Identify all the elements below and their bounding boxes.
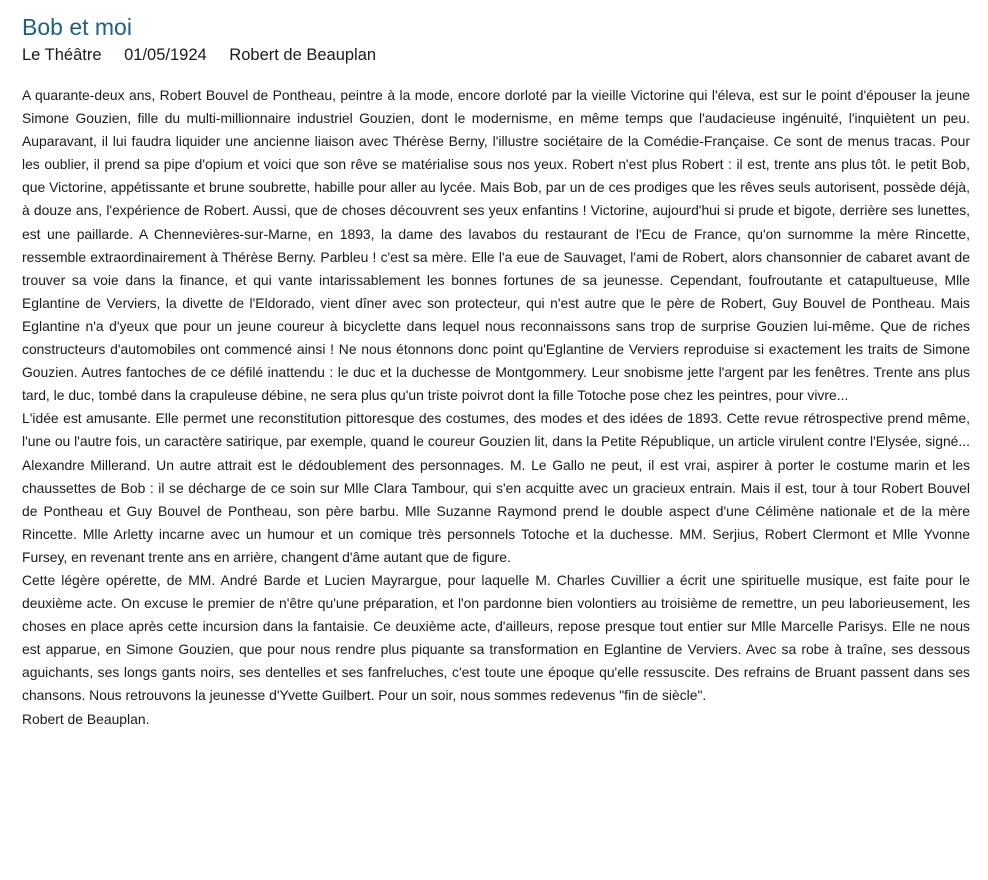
signature: Robert de Beauplan. <box>22 710 150 727</box>
article-title: Bob et moi <box>22 14 132 40</box>
paragraph-1: A quarante-deux ans, Robert Bouvel de Pontheau, peintre à la mode, encore dorloté par la vieille Victorine qui l'éleva, est sur le point d'épouser la jeune Simone Gouzien, fille du multi-millionnaire industriel Gouzien, dont le modernisme, en même temps que l'audacieuse ingénuité, l'inquiètent un peu. Auparavant, il lui faudra liquider une ancienne liaison avec Thérèse Berny, l'illustre sociétaire de la Comédie-Française. Ce sont de menus tracas. Pour les oublier, il prend sa pipe d'opium et voici que son rêve se matérialise sous nos yeux. Robert n'est plus Robert : il est, trente ans plus tôt. le petit Bob, que Victorine, appétissante et brune soubrette, habille pour aller au lycée. Mais Bob, par un de ces prodiges que les rêves seuls autorisent, possède déjà, à douze ans, l'expérience de Robert. Aussi, que de choses découvrent ses yeux enfantins ! Victorine, aujourd'hui si prude et bigote, derrière ses lunettes, est une paillarde. A Chennevières-sur-Marne, en 1893, la dame des lavabos du restaurant de l'Ecu de France, qu'on surnomme la mère Rincette, ressemble extraordinairement à Thérèse Berny. Parbleu ! c'est sa mère. Elle l'a eue de Sauvaget, l'ami de Robert, alors chansonnier de cabaret avant de trouver sa voie dans la finance, et qui vante intarissablement les bonnes fortunes de sa jeunesse. Cependant, foufroutante et catapultueuse, Mlle Eglantine de Verviers, la divette de l'Eldorado, vient dîner avec son protecteur, qui n'est autre que le père de Robert, Guy Bouvel de Pontheau. Mais Eglantine n'a d'yeux que pour un jeune coureur à bicyclette dans lequel nous reconnaissons sans trop de surprise Gouzien lui-même. Que de riches constructeurs d'automobiles ont commencé ainsi ! Ne nous étonnons donc point qu'Eglantine de Verviers reproduise si exactement les traits de Simone Gouzien. Autres fantoches de ce défilé inattendu : le duc et la duchesse de Montgommery. Leur snobisme jette l'argent par les fenêtres. Trente ans plus tard, le duc, tombé dans la crapuleuse débine, ne sera plus qu'un triste poivrot dont la fille Totoche pose chez les peintres, pour vivre... <box>22 87 970 404</box>
publication-name: Le Théâtre <box>22 46 102 64</box>
paragraph-2: L'idée est amusante. Elle permet une reconstitution pittoresque des costumes, des modes et des idées de 1893. Cette revue rétrospective prend même, l'une ou l'autre fois, un caractère satirique, par exemple, quand le coureur Gouzien lit, dans la Petite République, un article virulent contre l'Elysée, signé... Alexandre Millerand. Un autre attrait est le dédoublement des personnages. M. Le Gallo ne peut, il est vrai, aspirer à porter le costume marin et les chaussettes de Bob : il se décharge de ce soin sur Mlle Clara Tambour, qui s'en acquitte avec un gracieux entrain. Mais il est, tour à tour Robert Bouvel de Pontheau et Guy Bouvel de Pontheau, son père barbu. Mlle Suzanne Raymond prend le double aspect d'une Célimène nationale et de la mère Rincette. Mlle Arletty incarne avec un humour et un comique très personnels Totoche et la duchesse. MM. Serjius, Robert Clermont et Mlle Yvonne Fursey, en revenant trente ans en arrière, changent d'âme autant que de figure. <box>22 410 970 565</box>
article-author: Robert de Beauplan <box>229 46 377 64</box>
article-meta <box>22 42 970 68</box>
publication-date: 01/05/1924 <box>124 46 207 64</box>
article-body <box>22 84 970 731</box>
paragraph-3: Cette légère opérette, de MM. André Barde et Lucien Mayrargue, pour laquelle M. Charles Cuvillier a écrit une spirituelle musique, est faite pour le deuxième acte. On excuse le premier de n'être qu'une préparation, et l'on pardonne bien volontiers au troisième de remettre, un peu laborieusement, les choses en place après cette incursion dans la fantaisie. Ce deuxième acte, d'ailleurs, repose presque tout entier sur Mlle Marcelle Parisys. Elle ne nous est apparue, en Simone Gouzien, que pour nous rendre plus piquante sa transformation en Eglantine de Verviers. Avec sa robe à traîne, ses dessous aguichants, ses longs gants noirs, ses dentelles et ses fanfreluches, c'est toute une époque qu'elle ressuscite. Des refrains de Bruant passent dans ses chansons. Nous retrouvons la jeunesse d'Yvette Guilbert. Pour un soir, nous sommes redevenus "fin de siècle". <box>22 571 970 704</box>
